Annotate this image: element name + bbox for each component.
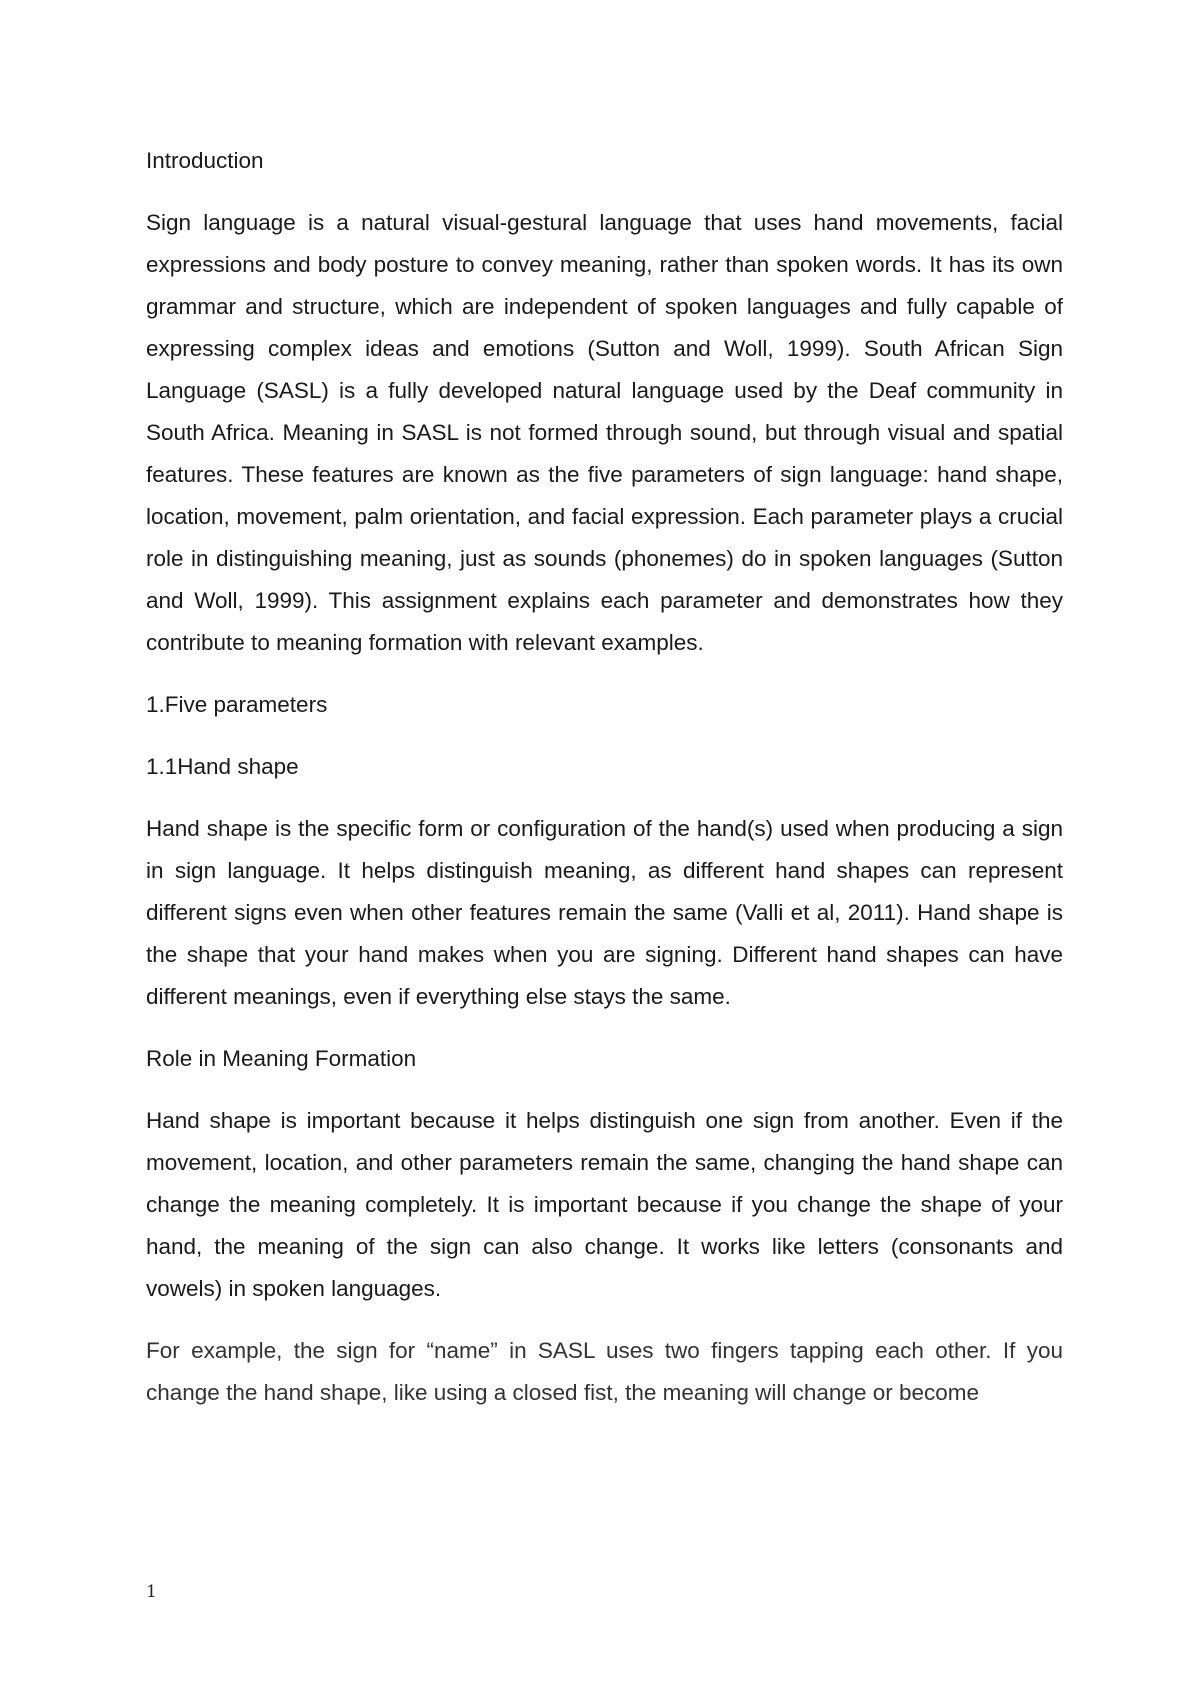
role-heading: Role in Meaning Formation [146, 1046, 417, 1071]
example-paragraph: For example, the sign for “name” in SASL uses two fingers tapping each other. If you change the hand shape, like using a closed fist, the meaning will change or become [146, 1338, 1063, 1405]
page-number: 1 [146, 1582, 157, 1602]
intro-paragraph: Sign language is a natural visual-gestural language that uses hand movements, facial expressions and body posture to convey meaning, rather than spoken words. It has its own grammar and structure, which are independent of spoken languages and fully capable of expressing complex ideas and emotions (Sutton and Woll, 1999). South African Sign Language (SASL) is a fully developed natural language used by the Deaf community in South Africa. Meaning in SASL is not formed through sound, but through visual and spatial features. These features are known as the five parameters of sign language: hand shape, location, movement, palm orientation, and facial expression. Each parameter plays a crucial role in distinguishing meaning, just as sounds (phonemes) do in spoken languages (Sutton and Woll, 1999). This assignment explains each parameter and demonstrates how they contribute to meaning formation with relevant examples. [146, 210, 1063, 655]
page-content [146, 140, 1063, 1414]
intro-heading: Introduction [146, 148, 264, 173]
role-paragraph: Hand shape is important because it helps distinguish one sign from another. Even if the movement, location, and other parameters remain the same, changing the hand shape can change the meaning completely. It is important because if you change the shape of your hand, the meaning of the sign can also change. It works like letters (consonants and vowels) in spoken languages. [146, 1108, 1063, 1301]
handshape-paragraph: Hand shape is the specific form or configuration of the hand(s) used when producing a sign in sign language. It helps distinguish meaning, as different hand shapes can represent different signs even when other features remain the same (Valli et al, 2011). Hand shape is the shape that your hand makes when you are signing. Different hand shapes can have different meanings, even if everything else stays the same. [146, 816, 1063, 1009]
subsection-heading: 1.1Hand shape [146, 754, 299, 779]
section-heading: 1.Five parameters [146, 692, 328, 717]
